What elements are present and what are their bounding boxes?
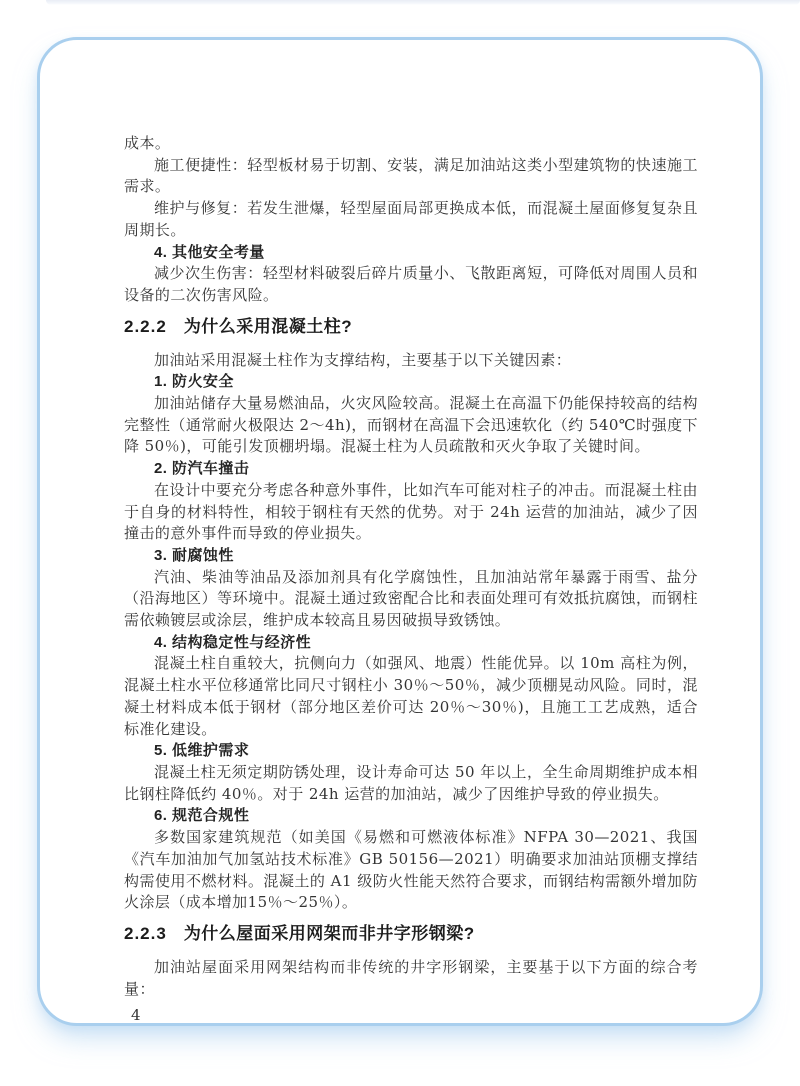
page-number: 4 <box>131 1006 141 1025</box>
paragraph-continuation-cost: 成本。 <box>124 134 171 152</box>
paragraph-secondary-harm: 减少次生伤害：轻型材料破裂后碎片质量小、飞散距离短，可降低对周围人员和设备的二次伤害风险。 <box>124 264 698 304</box>
previous-page-edge <box>46 0 800 5</box>
subheading-stability-economy: 4. 结构稳定性与经济性 <box>154 633 312 651</box>
section-title: 为什么屋面采用网架而非井字形钢梁? <box>183 923 475 943</box>
subheading-vehicle-impact: 2. 防汽车撞击 <box>154 460 250 478</box>
section-heading-2-2-2 <box>124 315 698 339</box>
subheading-fire-safety: 1. 防火安全 <box>154 373 234 391</box>
page-card <box>37 37 763 1026</box>
subheading-corrosion-resistance: 3. 耐腐蚀性 <box>154 546 234 564</box>
subheading-code-compliance: 6. 规范合规性 <box>154 807 250 825</box>
paragraph-corrosion-resistance: 汽油、柴油等油品及添加剂具有化学腐蚀性，且加油站常年暴露于雨雪、盐分（沿海地区）等环境中。混凝土通过致密配合比和表面处理可有效抵抗腐蚀，而钢柱需依赖镀层或涂层，维护成本较高且易因破损导致锈蚀。 <box>124 567 698 630</box>
paragraph-vehicle-impact: 在设计中要充分考虑各种意外事件，比如汽车可能对柱子的冲击。而混凝土柱由于自身的材料特性，相较于钢柱有天然的优势。对于 24h 运营的加油站，减少了因撞击的意外事件而导致的停业损失。 <box>124 480 698 543</box>
subheading-low-maintenance: 5. 低维护需求 <box>154 742 250 760</box>
subheading-other-safety: 4. 其他安全考量 <box>154 243 265 261</box>
section-title: 为什么采用混凝土柱? <box>183 316 353 336</box>
paragraph-low-maintenance: 混凝土柱无须定期防锈处理，设计寿命可达 50 年以上，全生命周期维护成本相比钢柱降低约 40％。对于 24h 运营的加油站，减少了因维护导致的停业损失。 <box>124 762 698 803</box>
paragraph-fire-safety: 加油站储存大量易燃油品，火灾风险较高。混凝土在高温下仍能保持较高的结构完整性（通常耐火极限达 2～4h)，而钢材在高温下会迅速软化（约 540℃时强度下降 50％)，可能引发顶棚坍塌。混凝土柱为人员疏散和灭火争取了关键时间。 <box>124 394 698 456</box>
paragraph-stability-economy: 混凝土柱自重较大，抗侧向力（如强风、地震）性能优异。以 10m 高柱为例，混凝土柱水平位移通常比同尺寸钢柱小 30％～50％，减少顶棚晃动风险。同时，混凝土材料成本低于钢材（部分地区差价可达 20％～30％)，且施工工艺成熟，适合标准化建设。 <box>124 654 698 738</box>
paragraph-222-intro: 加油站采用混凝土柱作为支撑结构，主要基于以下关键因素： <box>154 350 572 369</box>
paragraph-construction-convenience: 施工便捷性：轻型板材易于切割、安装，满足加油站这类小型建筑物的快速施工需求。 <box>124 155 698 196</box>
paragraph-code-compliance: 多数国家建筑规范（如美国《易燃和可燃液体标准》NFPA 30—2021、我国《汽车加油加气加氢站技术标准》GB 50156—2021）明确要求加油站顶棚支撑结构需使用不燃材料。混凝土的 A1 级防火性能天然符合要求，而钢结构需额外增加防火涂层（成本增加15％～25％）。 <box>124 828 698 912</box>
section-number: 2.2.2 <box>124 316 167 336</box>
section-number: 2.2.3 <box>124 923 167 943</box>
paragraph-223-intro: 加油站屋面采用网架结构而非传统的井字形钢梁，主要基于以下方面的综合考量： <box>124 957 698 998</box>
paragraph-maintenance-repair: 维护与修复：若发生泄爆，轻型屋面局部更换成本低，而混凝土屋面修复复杂且周期长。 <box>124 199 698 239</box>
section-heading-2-2-3 <box>124 922 698 946</box>
